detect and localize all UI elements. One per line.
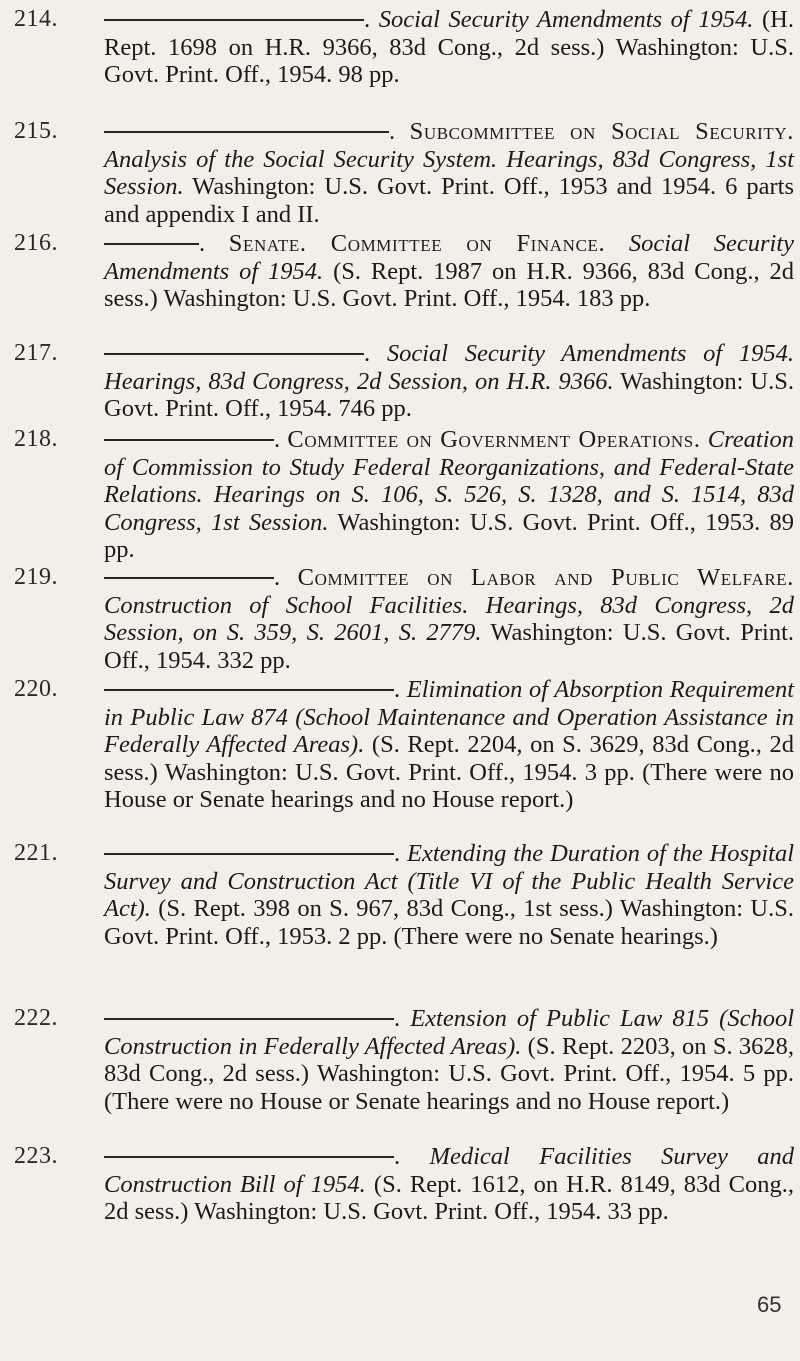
ditto-rule xyxy=(104,689,394,691)
entry-number: 216. xyxy=(14,230,58,256)
entry-citation: (S. Rept. 398 on S. 967, 83d Cong., 1st sess.) Washington: U.S. Govt. Print. Off., 1953. 2 pp. (There were no Senate hearings.) xyxy=(104,895,794,950)
entry-title: Analysis of the Social Security System. Hearings, 83d Congress, 1st Session. xyxy=(104,145,794,200)
entry-citation: (H. Rept. 1698 on H.R. 9366, 83d Cong., 2d sess.) Washington: U.S. Govt. Print. Off., 1954. 98 pp. xyxy=(104,6,794,88)
entry-title: Social Security Amendments of 1954. Hearings, 83d Congress, 2d Session, on H.R. 9366. xyxy=(104,340,794,395)
entry-citation: Washington: U.S. Govt. Print. Off., 1954. 332 pp. xyxy=(104,619,794,674)
ditto-rule xyxy=(104,853,394,855)
entry-title: Elimination of Absorption Requirement in Public Law 874 (School Maintenance and Operation Assistance in Federally Affected Areas). xyxy=(104,676,795,758)
entry-author: Committee on Labor and Public Welfare. xyxy=(297,564,795,591)
entry-text: . Social Security Amendments of 1954. Hearings, 83d Congress, 2d Session, on H.R. 9366. Washington: U.S. Govt. Print. Off., 1954. 746 pp. xyxy=(104,340,795,422)
entry-author: Subcommittee on Social Security. xyxy=(409,118,794,145)
entry-number: 218. xyxy=(14,426,58,452)
entry-text: . Medical Facilities Survey and Construction Bill of 1954. (S. Rept. 1612, on H.R. 8149, 83d Cong., 2d sess.) Washington: U.S. Govt. Print. Off., 1954. 33 pp. xyxy=(104,1143,795,1225)
entry-text: . Subcommittee on Social Security. Analysis of the Social Security System. Hearings, 83d Congress, 1st Session. Washington: U.S. Govt. Print. Off., 1953 and 1954. 6 parts and appendix I and II. xyxy=(104,118,794,228)
entry-title: Medical Facilities Survey and Construction Bill of 1954. xyxy=(104,1143,795,1198)
entry-title: Extending the Duration of the Hospital Survey and Construction Act (Title VI of the Public Health Service Act). xyxy=(104,840,794,922)
ditto-rule xyxy=(104,131,389,133)
entry-title: Social Security Amendments of 1954. xyxy=(104,230,794,285)
ditto-rule xyxy=(104,577,274,579)
entry-number: 221. xyxy=(14,840,58,866)
ditto-rule xyxy=(104,1156,394,1158)
ditto-rule xyxy=(104,243,199,245)
entry-citation: (S. Rept. 2204, on S. 3629, 83d Cong., 2d sess.) Washington: U.S. Govt. Print. Off., 1954. 3 pp. (There were no House or Senate hearings and no House report.) xyxy=(104,731,794,813)
ditto-rule xyxy=(104,19,364,21)
ditto-rule xyxy=(104,1018,394,1020)
entry-title: Extension of Public Law 815 (School Construction in Federally Affected Areas). xyxy=(104,1005,794,1060)
entry-author: Committee on Government Operations. xyxy=(287,426,701,453)
entry-title: Social Security Amendments of 1954. xyxy=(378,6,754,33)
entry-number: 217. xyxy=(14,340,58,366)
entry-text: . Social Security Amendments of 1954. (H. Rept. 1698 on H.R. 9366, 83d Cong., 2d sess.) Washington: U.S. Govt. Print. Off., 1954. 98 pp. xyxy=(104,6,794,88)
entry-number: 219. xyxy=(14,564,58,590)
ditto-rule xyxy=(104,353,364,355)
page-number: 65 xyxy=(757,1292,782,1317)
ditto-rule xyxy=(104,439,274,441)
entry-citation: Washington: U.S. Govt. Print. Off., 1953. 89 pp. xyxy=(104,508,794,563)
entry-title: Construction of School Facilities. Hearings, 83d Congress, 2d Session, on S. 359, S. 2601, S. 2779. xyxy=(104,591,794,646)
entry-text: . Committee on Labor and Public Welfare. Construction of School Facilities. Hearings, 83d Congress, 2d Session, on S. 359, S. 2601, S. 2779. Washington: U.S. Govt. Print. Off., 1954. 332 pp. xyxy=(104,564,795,674)
entry-citation: (S. Rept. 1612, on H.R. 8149, 83d Cong., 2d sess.) Washington: U.S. Govt. Print. Off., 1954. 33 pp. xyxy=(104,1170,794,1225)
entry-citation: Washington: U.S. Govt. Print. Off., 1954. 746 pp. xyxy=(104,367,795,422)
entry-citation: (S. Rept. 1987 on H.R. 9366, 83d Cong., 2d sess.) Washington: U.S. Govt. Print. Off., 1954. 183 pp. xyxy=(104,257,795,312)
entry-number: 222. xyxy=(14,1005,58,1031)
entry-text: . Extending the Duration of the Hospital Survey and Construction Act (Title VI of the Public Health Service Act). (S. Rept. 398 on S. 967, 83d Cong., 1st sess.) Washington: U.S. Govt. Print. Off., 1953. 2 pp. (There were no Senate hearings.) xyxy=(104,840,794,950)
entry-author: Senate. Committee on Finance. xyxy=(228,230,606,257)
entry-number: 223. xyxy=(14,1143,58,1169)
entry-text: . Senate. Committee on Finance. Social Security Amendments of 1954. (S. Rept. 1987 on H.R. 9366, 83d Cong., 2d sess.) Washington: U.S. Govt. Print. Off., 1954. 183 pp. xyxy=(104,230,795,312)
entry-text: . Committee on Government Operations. Creation of Commission to Study Federal Reorganizations, and Federal-State Relations. Hearings on S. 106, S. 526, S. 1328, and S. 1514, 83d Congress, 1st Session. Washington: U.S. Govt. Print. Off., 1953. 89 pp. xyxy=(104,426,795,563)
entry-number: 214. xyxy=(14,6,58,32)
entry-number: 220. xyxy=(14,676,58,702)
entry-text: . Extension of Public Law 815 (School Construction in Federally Affected Areas). (S. Rept. 2203, on S. 3628, 83d Cong., 2d sess.) Washington: U.S. Govt. Print. Off., 1954. 5 pp. (There were no House or Senate hearings and no House report.) xyxy=(104,1005,795,1115)
entry-citation: Washington: U.S. Govt. Print. Off., 1953 and 1954. 6 parts and appendix I and II. xyxy=(104,173,794,228)
entry-title: Creation of Commission to Study Federal Reorganizations, and Federal-State Relations. Hearings on S. 106, S. 526, S. 1328, and S. 1514, 83d Congress, 1st Session. xyxy=(104,426,795,536)
entry-citation: (S. Rept. 2203, on S. 3628, 83d Cong., 2d sess.) Washington: U.S. Govt. Print. Off., 1954. 5 pp. (There were no House or Senate hearings and no House report.) xyxy=(104,1032,795,1115)
entry-text: . Elimination of Absorption Requirement in Public Law 874 (School Maintenance and Operation Assistance in Federally Affected Areas). (S. Rept. 2204, on S. 3629, 83d Cong., 2d sess.) Washington: U.S. Govt. Print. Off., 1954. 3 pp. (There were no House or Senate hearings and no House report.) xyxy=(104,676,795,813)
entry-number: 215. xyxy=(14,118,58,144)
